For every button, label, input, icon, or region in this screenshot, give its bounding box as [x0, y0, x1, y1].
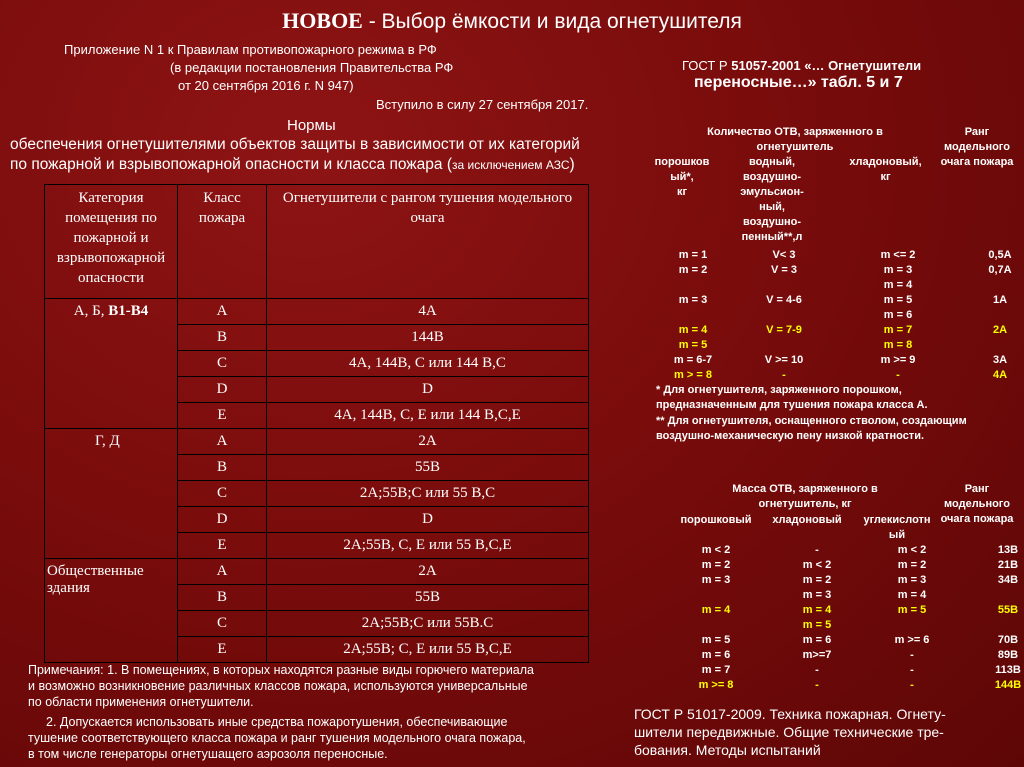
category-cell: [45, 299, 178, 429]
t5-hdr-qty-2: огнетушитель: [756, 141, 834, 153]
page-title: [0, 8, 1024, 34]
fire-class-cell: A: [178, 429, 267, 455]
t5-hdr-qty-1: Количество ОТВ, заряженного в: [707, 126, 883, 138]
fire-class-cell: B: [178, 325, 267, 351]
table-cell: m = 1: [678, 249, 708, 261]
table-row: [660, 543, 1024, 558]
extinguisher-rank-cell: 2A: [267, 559, 589, 585]
table-cell: -: [815, 544, 819, 556]
table-cell: [964, 338, 1024, 353]
table-row: [660, 678, 1024, 693]
t5-hdr-powder-1: порошков: [654, 156, 710, 168]
t5-hdr-powder-2: ый*,: [670, 171, 694, 183]
fire-class-cell: B: [178, 455, 267, 481]
t5-hdr-qty: [680, 125, 910, 155]
note-1-line2: и возможно возникновение различных классов пожара, используются универсальные: [28, 679, 528, 693]
title-new: НОВОЕ: [282, 8, 363, 33]
table-cell: m = 4: [883, 279, 913, 291]
t7-hdr-rank-2: модельного: [944, 498, 1010, 510]
gost-bottom-line3: бования. Методы испытаний: [634, 742, 821, 758]
t5-footnote1-1: * Для огнетушителя, заряженного порошком,: [656, 384, 902, 396]
header-line3: от 20 сентября 2016 г. N 947): [178, 78, 354, 93]
table-row: [660, 618, 1024, 633]
gost-bottom-line1: ГОСТ Р 51017-2009. Техника пожарная. Огнету-: [634, 706, 946, 722]
table-cell: m < 2: [701, 544, 731, 556]
table-cell: [736, 278, 832, 293]
table-cell: 0,5A: [988, 249, 1012, 261]
table-row: [45, 429, 589, 455]
fire-class-cell: C: [178, 611, 267, 637]
t5-footnote1-2: предназначенным для тушения пожара класса А.: [656, 399, 928, 411]
norms-line2-small: за исключением АЗС: [452, 158, 570, 172]
gost-right-prefix: ГОСТ Р: [682, 58, 732, 73]
t5-footnote2-1: ** Для огнетушителя, оснащенного стволом, создающим: [656, 415, 967, 427]
norms-line2-end: ): [569, 156, 575, 173]
table-cell: m = 2: [701, 559, 731, 571]
extinguisher-rank-cell: 2A;55B;C или 55B.C: [267, 611, 589, 637]
table-row: [650, 248, 1024, 263]
fire-class-cell: B: [178, 585, 267, 611]
t5-hdr-halon-2: кг: [880, 171, 891, 183]
table-cell: m >= 9: [880, 354, 916, 366]
header-line1: Приложение N 1 к Правилам противопожарного режима в РФ: [64, 42, 437, 57]
t7-hdr-mass-1: Масса ОТВ, заряженного в: [732, 483, 878, 495]
t5-hdr-water-3: эмульсион-: [740, 186, 804, 198]
t7-hdr-rank: [930, 482, 1024, 527]
t7-hdr-mass-2: огнетушитель, кг: [758, 498, 852, 510]
table-cell: m = 5: [897, 604, 927, 616]
table-cell: m < 2: [897, 544, 927, 556]
t7-hdr-rank-1: Ранг: [964, 483, 990, 495]
t5-hdr-powder-3: кг: [676, 186, 688, 198]
t5-hdr-rank: [930, 125, 1024, 170]
norms-line2: [10, 156, 575, 174]
note-1-line3: по области применения огнетушители.: [28, 695, 254, 709]
table-cell: 70B: [997, 634, 1019, 646]
table-row: [660, 648, 1024, 663]
fire-class-cell: A: [178, 559, 267, 585]
table-row: [660, 573, 1024, 588]
category-label: Г, Д: [95, 433, 120, 449]
category-label: А, Б,: [73, 303, 109, 319]
t7-hdr-cols: [670, 513, 942, 543]
table-cell: [962, 618, 1024, 633]
fire-class-cell: E: [178, 533, 267, 559]
table-cell: m = 4: [802, 604, 832, 616]
note-1-line1: Примечания: 1. В помещениях, в которых находятся разные виды горючего материала: [28, 663, 534, 677]
t5-hdr-water-4: ный,: [759, 201, 785, 213]
table-cell: 3A: [992, 354, 1008, 366]
table-cell: [962, 588, 1024, 603]
table-cell: m = 8: [883, 339, 913, 351]
note-1: [28, 662, 638, 710]
table-cell: [660, 588, 772, 603]
table-row: [45, 299, 589, 325]
table-cell: -: [910, 679, 914, 691]
table-cell: m = 5: [701, 634, 731, 646]
extinguisher-rank-cell: 4A, 144B, C или 144 B,C: [267, 351, 589, 377]
t5-hdr-water-6: пенный**,л: [741, 231, 803, 243]
extinguisher-rank-cell: D: [267, 377, 589, 403]
table-cell: m = 5: [883, 294, 913, 306]
extinguisher-rank-cell: 55B: [267, 585, 589, 611]
norms-line2-text: по пожарной и взрывопожарной опасности и класса пожара (: [10, 156, 453, 173]
table-cell: -: [815, 664, 819, 676]
fire-class-cell: C: [178, 351, 267, 377]
note-2-line1: 2. Допускается использовать иные средства пожаротушения, обеспечивающие: [46, 715, 508, 729]
table-cell: m>=7: [802, 649, 832, 661]
table-row: [650, 353, 1024, 368]
table-cell: -: [910, 649, 914, 661]
table-cell: 0,7A: [988, 264, 1012, 276]
table-cell: m = 3: [701, 574, 731, 586]
t7-hdr-co2-2: ый: [888, 529, 906, 541]
category-label: Общественные здания: [47, 563, 144, 596]
table-cell: m = 6-7: [673, 354, 713, 366]
gost-bottom: [634, 705, 1019, 759]
t7-hdr-rank-3: очага пожара: [940, 513, 1014, 525]
table-row: [650, 278, 1024, 293]
table-cell: 34B: [997, 574, 1019, 586]
title-dash: -: [362, 10, 382, 33]
t5-hdr-water-1: водный,: [748, 156, 796, 168]
table-cell: m = 6: [701, 649, 731, 661]
note-2-line3: в том числе генераторы огнетушащего аэрозоля переносные.: [28, 747, 388, 761]
table-cell: m = 5: [802, 619, 832, 631]
extinguisher-rank-cell: 2A: [267, 429, 589, 455]
table-cell: 2A: [992, 324, 1008, 336]
table-cell: 13B: [997, 544, 1019, 556]
table-cell: [964, 308, 1024, 323]
fire-class-cell: E: [178, 637, 267, 663]
t7-hdr-powder: порошковый: [680, 514, 752, 526]
title-main: Выбор ёмкости и вида огнетушителя: [381, 10, 742, 33]
fire-class-cell: C: [178, 481, 267, 507]
header-category: Категория помещения по пожарной и взрывопожарной опасности: [45, 185, 178, 299]
extinguisher-rank-cell: D: [267, 507, 589, 533]
table-cell: V >= 10: [764, 354, 804, 366]
effective-date: Вступило в силу 27 сентября 2017.: [376, 97, 589, 112]
fire-class-cell: D: [178, 377, 267, 403]
fire-class-cell: A: [178, 299, 267, 325]
table-cell: 113B: [995, 664, 1021, 676]
table-cell: 4A: [992, 369, 1008, 381]
t5-footnote2: [656, 414, 967, 444]
gost-right-line1: [682, 58, 921, 73]
table-row: [650, 293, 1024, 308]
table-cell: 89B: [997, 649, 1019, 661]
t5-hdr-halon: [838, 155, 933, 185]
table-cell: 21B: [997, 559, 1019, 571]
table-cell: 55B: [997, 604, 1019, 616]
note-2-line2: тушение соответствующего класса пожара и ранг тушения модельного очага пожара,: [28, 731, 526, 745]
t7-hdr-halon: хладоновый: [772, 514, 842, 526]
t5-hdr-water: [732, 155, 812, 245]
category-cell: [45, 559, 178, 663]
table-cell: -: [782, 369, 786, 381]
table-cell: m = 3: [802, 589, 832, 601]
table-cell: m = 5: [678, 339, 708, 351]
gost-right-bold: 51057-2001 «… Огнетушители: [731, 58, 922, 73]
table-cell: m = 7: [701, 664, 731, 676]
t5-hdr-water-2: воздушно-: [742, 171, 802, 183]
table-cell: [650, 278, 736, 293]
table-cell: [660, 618, 772, 633]
t7-hdr-co2: углекислотн: [863, 514, 931, 526]
extinguisher-rank-cell: 4A, 144B, C, E или 144 B,C,E: [267, 403, 589, 429]
gost-right-line2: переносные…» табл. 5 и 7: [694, 74, 903, 91]
table-row: [650, 308, 1024, 323]
table-cell: [736, 338, 832, 353]
note-2: [28, 714, 638, 762]
header-extinguishers: Огнетушители с рангом тушения модельного очага: [267, 185, 589, 299]
table-cell: m = 2: [897, 559, 927, 571]
table-cell: [736, 308, 832, 323]
t5-hdr-halon-1: хладоновый,: [849, 156, 922, 168]
t5-hdr-water-5: воздушно-: [742, 216, 802, 228]
t5-footnote2-2: воздушно-механическую пену низкой кратности.: [656, 430, 925, 442]
table-row: [660, 663, 1024, 678]
table-cell: m > = 8: [674, 369, 712, 381]
extinguisher-norms-table: [44, 184, 589, 663]
table-cell: m = 3: [897, 574, 927, 586]
t5-hdr-rank-1: Ранг: [964, 126, 990, 138]
table-cell: m = 3: [883, 264, 913, 276]
table-cell: m >= 8: [698, 679, 734, 691]
table-cell: V = 4-6: [766, 294, 802, 306]
table-cell: V = 7-9: [766, 324, 802, 336]
table-cell: m = 7: [883, 324, 913, 336]
table-row: [660, 633, 1024, 648]
category-cell: [45, 429, 178, 559]
table-cell: m = 6: [802, 634, 832, 646]
extinguisher-rank-cell: 4A: [267, 299, 589, 325]
table-cell: [650, 308, 736, 323]
table-cell: [964, 278, 1024, 293]
t5-hdr-rank-3: очага пожара: [940, 156, 1014, 168]
table-cell: [862, 618, 962, 633]
category-label-bold: В1-В4: [108, 303, 149, 319]
table7-rows: [660, 543, 1024, 693]
fire-class-cell: D: [178, 507, 267, 533]
extinguisher-rank-cell: 144B: [267, 325, 589, 351]
table-row: [650, 323, 1024, 338]
t5-hdr-powder: [652, 155, 712, 200]
table-cell: 144B: [994, 679, 1022, 691]
table-cell: -: [815, 679, 819, 691]
table-row: [45, 559, 589, 585]
table-row: [650, 368, 1024, 383]
table5-rows: [650, 248, 1024, 383]
header-fire-class: Класс пожара: [178, 185, 267, 299]
table-cell: m < 2: [802, 559, 832, 571]
extinguisher-rank-cell: 2A;55B, C, E или 55 B,C,E: [267, 533, 589, 559]
table-row: [660, 558, 1024, 573]
table-cell: -: [896, 369, 900, 381]
table-cell: V< 3: [772, 249, 796, 261]
table-cell: -: [910, 664, 914, 676]
header-line2: (в редакции постановления Правительства РФ: [170, 60, 454, 75]
t5-footnote1: [656, 383, 928, 413]
table-cell: m = 2: [678, 264, 708, 276]
table-cell: 1A: [992, 294, 1008, 306]
table-cell: m = 2: [802, 574, 832, 586]
table-row: [660, 588, 1024, 603]
table-cell: m >= 6: [894, 634, 930, 646]
table-cell: m = 4: [897, 589, 927, 601]
table-row: [660, 603, 1024, 618]
fire-class-cell: E: [178, 403, 267, 429]
table-cell: m = 3: [678, 294, 708, 306]
table-cell: m = 4: [678, 324, 708, 336]
extinguisher-rank-cell: 2A;55B;C или 55 B,C: [267, 481, 589, 507]
norms-heading: Нормы: [287, 117, 336, 134]
table-cell: m = 4: [701, 604, 731, 616]
table-cell: m <= 2: [880, 249, 916, 261]
gost-bottom-line2: шители передвижные. Общие технические тре-: [634, 724, 944, 740]
t7-hdr-mass: [690, 482, 920, 512]
table-cell: V = 3: [771, 264, 797, 276]
norms-line1: обеспечения огнетушителями объектов защиты в зависимости от их категорий: [10, 136, 580, 153]
table-row: [650, 338, 1024, 353]
extinguisher-rank-cell: 2A;55B; C, E или 55 B,C,E: [267, 637, 589, 663]
extinguisher-rank-cell: 55B: [267, 455, 589, 481]
t5-hdr-rank-2: модельного: [944, 141, 1010, 153]
table-row: [650, 263, 1024, 278]
table-cell: m = 6: [883, 309, 913, 321]
